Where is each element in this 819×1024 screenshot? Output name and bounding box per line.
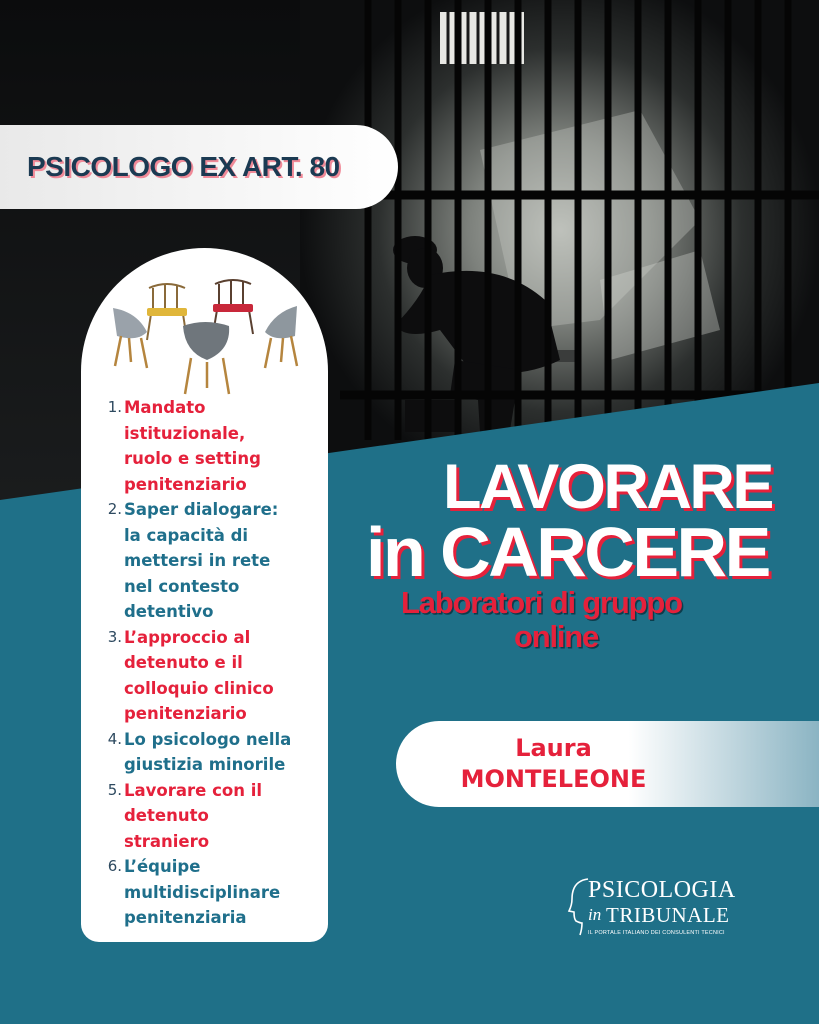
course-number: 3.: [107, 627, 122, 646]
course-title-line: Saper dialogare:: [124, 500, 279, 519]
course-number: 6.: [107, 857, 122, 875]
course-title-line: giustizia minorile: [124, 755, 286, 774]
subtitle-line-2: online: [514, 619, 599, 654]
chairs-illustration: [107, 270, 303, 400]
course-title-line: penitenziario: [124, 474, 247, 494]
course-title-line: detentivo: [124, 602, 214, 621]
course-number: 1.: [107, 398, 122, 416]
subtitle-line-1: Laboratori di gruppo: [401, 585, 682, 620]
presenter-pill: [396, 721, 819, 807]
main-title-line-1: LAVORARE: [443, 452, 772, 522]
course-title: [124, 727, 325, 778]
course-item: [101, 497, 325, 625]
presenter-last-name: MONTELEONE: [460, 765, 647, 793]
category-pill: [0, 125, 398, 209]
presenter-first-name: Laura: [515, 734, 592, 762]
course-title: [124, 497, 325, 625]
logo-text-line-1: PSICOLOGIA: [588, 877, 736, 903]
course-title-line: Lavorare con il: [124, 780, 263, 800]
course-title-line: straniero: [124, 831, 210, 851]
main-title-line-2: in CARCERE: [366, 513, 769, 591]
course-number: 5.: [107, 780, 122, 799]
logo-tagline: IL PORTALE ITALIANO DEI CONSULENTI TECNICI: [588, 930, 725, 936]
course-title-line: istituzionale,: [124, 423, 246, 443]
course-item: [101, 625, 325, 727]
logo-text-line-2: TRIBUNALE: [606, 903, 730, 927]
logo-text-in: in: [588, 905, 602, 924]
course-title-line: penitenziaria: [124, 908, 247, 927]
course-item: [101, 778, 325, 855]
course-title-line: nel contesto: [124, 576, 240, 596]
course-title-line: penitenziario: [124, 704, 247, 723]
course-item: [101, 395, 325, 497]
course-number: 4.: [107, 729, 122, 748]
course-item: [101, 727, 325, 778]
course-title-line: detenuto e il: [124, 653, 243, 672]
course-title: [124, 625, 325, 727]
course-title-line: detenuto: [124, 806, 209, 825]
course-title: [124, 854, 325, 931]
course-title-line: L’équipe: [124, 857, 201, 876]
course-title-line: mettersi in rete: [124, 551, 271, 570]
course-title-line: Lo psicologo nella: [124, 729, 292, 749]
course-title-line: L’approccio al: [124, 627, 251, 647]
course-title: [124, 395, 325, 497]
course-title-line: la capacità di: [124, 525, 249, 545]
course-card: [81, 248, 328, 942]
course-title-line: multidisciplinare: [124, 882, 281, 902]
course-number: 2.: [107, 500, 122, 518]
course-title: [124, 778, 325, 855]
course-title-line: ruolo e setting: [124, 449, 261, 468]
course-list: [101, 395, 325, 931]
psicologia-in-tribunale-logo: [566, 875, 746, 945]
course-item: [101, 854, 325, 931]
course-title-line: colloquio clinico: [124, 678, 274, 698]
category-label: PSICOLOGO EX ART. 80: [27, 151, 340, 182]
course-title-line: Mandato: [124, 398, 206, 417]
